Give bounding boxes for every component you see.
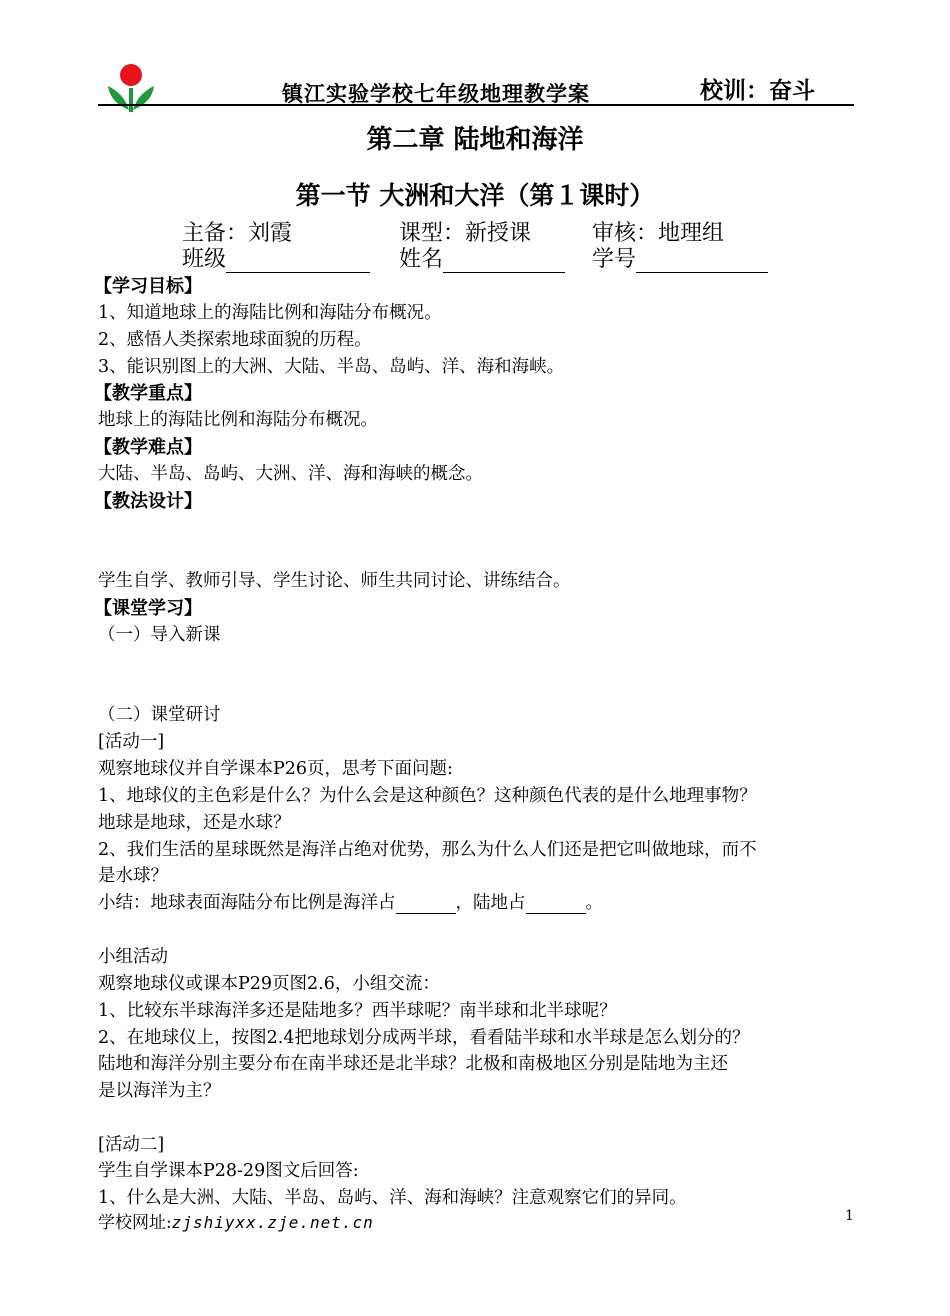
- group-question: 陆地和海洋分别主要分布在南半球还是北半球？北极和南极地区分别是陆地为主还: [98, 1054, 728, 1074]
- group-activity-label: 小组活动: [98, 947, 168, 967]
- id-field: [592, 242, 768, 273]
- activity1-question: 1、地球仪的主色彩是什么？为什么会是这种颜色？这种颜色代表的是什么地理事物？: [98, 786, 757, 806]
- difficulties-text: 大陆、半岛、岛屿、大洲、洋、海和海峡的概念。: [98, 464, 483, 484]
- summary-text: 小结：地球表面海陆分布比例是海洋占: [98, 893, 396, 913]
- reviewer: 审核：地理组: [592, 221, 725, 246]
- school-motto: 校训：奋斗: [700, 77, 815, 104]
- objective-item: 1、知道地球上的海陆比例和海陆分布概况。: [98, 303, 442, 323]
- id-label: 学号: [592, 247, 637, 272]
- activity1-intro: 观察地球仪并自学课本P26页，思考下面问题:: [98, 759, 453, 779]
- school-title: 镇江实验学校七年级地理教学案: [282, 81, 590, 106]
- method-text: 学生自学、教师引导、学生讨论、师生共同讨论、讲练结合。: [98, 571, 571, 591]
- header-rule: [98, 104, 854, 106]
- activity1-question: 是水球？: [98, 866, 168, 886]
- method-heading: 【教法设计】: [94, 491, 202, 512]
- summary-text: 。: [585, 893, 603, 913]
- name-blank[interactable]: [443, 247, 565, 273]
- name-label: 姓名: [399, 247, 444, 272]
- activity2-question: 1、什么是大洲、大陆、半岛、岛屿、洋、海和海峡？注意观察它们的异同。: [98, 1188, 687, 1208]
- difficulties-heading: 【教学难点】: [94, 437, 202, 458]
- land-ratio-blank[interactable]: [526, 893, 586, 914]
- ocean-ratio-blank[interactable]: [396, 893, 456, 914]
- group-question: 2、在地球仪上，按图2.4把地球划分成两半球，看看陆半球和水半球是怎么划分的？: [98, 1028, 750, 1048]
- objective-item: 3、能识别图上的大洲、大陆、半岛、岛屿、洋、海和海峡。: [98, 357, 565, 377]
- preparer: 主备：刘霞: [182, 221, 293, 246]
- group-question: 1、比较东半球海洋多还是陆地多？西半球呢？南半球和北半球呢？: [98, 1001, 617, 1021]
- activity1-question: 地球是地球，还是水球？: [98, 813, 291, 833]
- activity2-intro: 学生自学课本P28-29图文后回答:: [98, 1161, 359, 1181]
- id-blank[interactable]: [636, 247, 768, 273]
- section-title: 第一节 大洲和大洋（第１课时）: [295, 181, 655, 210]
- activity1-summary: [98, 889, 603, 914]
- group-activity-intro: 观察地球仪或课本P29页图2.6，小组交流：: [98, 974, 440, 994]
- activity1-label: [活动一]: [98, 732, 165, 752]
- class-field: [182, 242, 370, 273]
- part-discussion: （二）课堂研讨: [98, 705, 221, 725]
- key-points-heading: 【教学重点】: [94, 383, 202, 404]
- class-blank[interactable]: [226, 247, 370, 273]
- key-points-text: 地球上的海陆比例和海陆分布概况。: [98, 410, 378, 430]
- class-label: 班级: [182, 247, 227, 272]
- objectives-heading: 【学习目标】: [94, 276, 202, 297]
- classroom-heading: 【课堂学习】: [94, 598, 202, 619]
- summary-text: ，陆地占: [455, 893, 526, 913]
- school-logo: [104, 62, 160, 114]
- activity2-label: [活动二]: [98, 1135, 165, 1155]
- page-number: 1: [845, 1208, 854, 1224]
- group-question: 是以海洋为主？: [98, 1081, 221, 1101]
- lesson-type: 课型：新授课: [399, 221, 532, 246]
- chapter-title: 第二章 陆地和海洋: [366, 125, 584, 155]
- footer-url-label: 学校网址:: [98, 1213, 172, 1233]
- activity1-question: 2、我们生活的星球既然是海洋占绝对优势，那么为什么人们还是把它叫做地球，而不: [98, 840, 757, 860]
- objective-item: 2、感悟人类探索地球面貌的历程。: [98, 330, 372, 350]
- footer-url: [98, 1208, 374, 1233]
- name-field: [399, 242, 565, 273]
- part-intro: （一）导入新课: [98, 625, 221, 645]
- school-url-link[interactable]: zjshiyxx.zje.net.cn: [171, 1213, 374, 1232]
